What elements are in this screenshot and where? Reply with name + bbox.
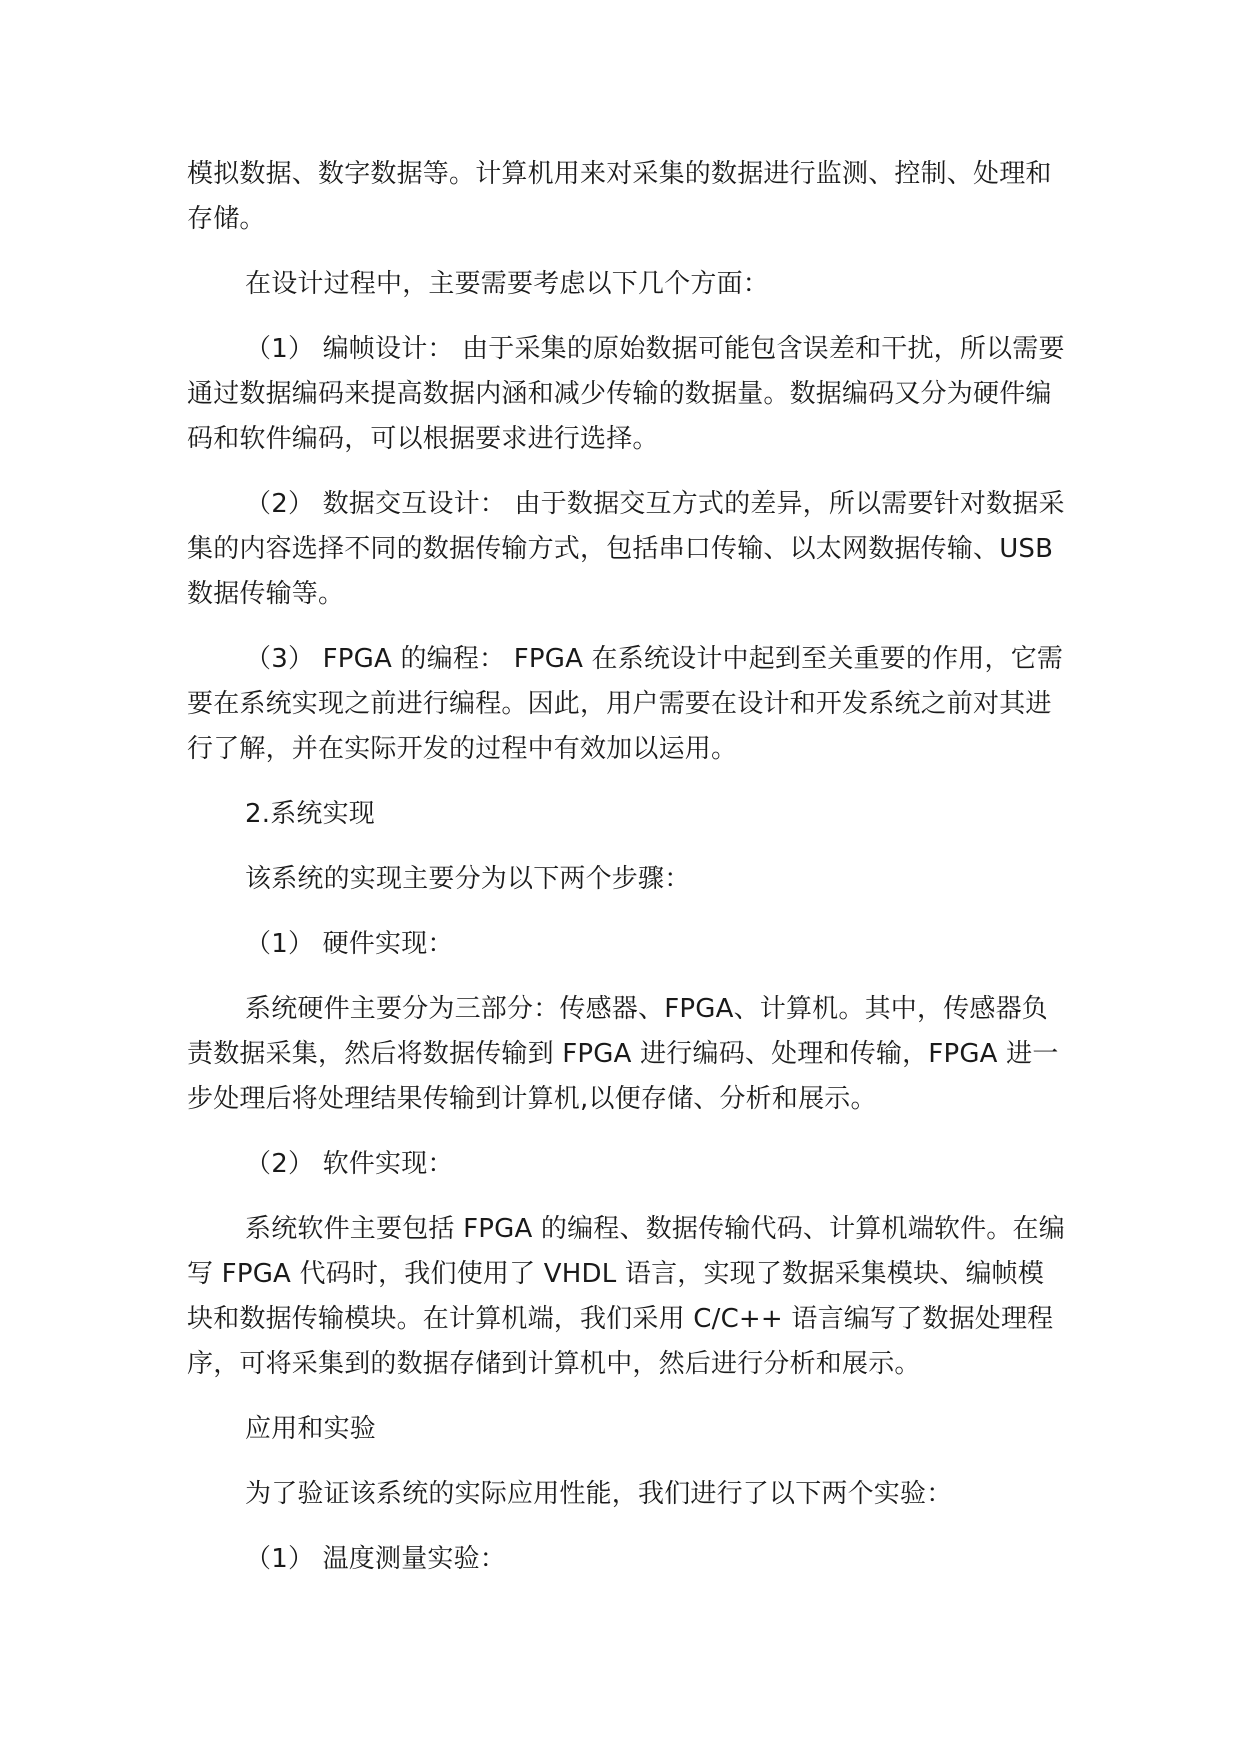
paragraph-implementation-steps: 该系统的实现主要分为以下两个步骤：	[245, 864, 691, 894]
paragraph-software: 系统软件主要包括 FPGA 的编程、数据传输代码、计算机端软件。在编写 FPGA 代码时，我们使用了 VHDL 语言，实现了数据采集模块、编帧模块和数据传输模块。在计算机端，我们采用 C/C++ 语言编写了数据处理程序，可将采集到的数据存储到计算机中，然后进行分析和展示。	[187, 1214, 1065, 1379]
document-body	[187, 152, 1067, 1602]
paragraph-design-intro: 在设计过程中，主要需要考虑以下几个方面：	[245, 269, 770, 299]
paragraph-continuation: 模拟数据、数字数据等。计算机用来对采集的数据进行监测、控制、处理和存储。	[187, 159, 1052, 234]
subheading-temperature-experiment: （1） 温度测量实验：	[245, 1544, 507, 1574]
paragraph-fpga-programming: （3） FPGA 的编程： FPGA 在系统设计中起到至关重要的作用，它需要在系统实现之前进行编程。因此，用户需要在设计和开发系统之前对其进行了解，并在实际开发的过程中有效加以运用。	[187, 644, 1064, 764]
paragraph-data-interaction: （2） 数据交互设计： 由于数据交互方式的差异，所以需要针对数据采集的内容选择不同的数据传输方式，包括串口传输、以太网数据传输、USB 数据传输等。	[187, 489, 1065, 609]
paragraph-hardware: 系统硬件主要分为三部分：传感器、FPGA、计算机。其中，传感器负责数据采集，然后将数据传输到 FPGA 进行编码、处理和传输，FPGA 进一步处理后将处理结果传输到计算机,以便存储、分析和展示。	[187, 994, 1059, 1114]
paragraph-frame-design: （1） 编帧设计： 由于采集的原始数据可能包含误差和干扰，所以需要通过数据编码来提高数据内涵和减少传输的数据量。数据编码又分为硬件编码和软件编码，可以根据要求进行选择。	[187, 334, 1065, 454]
section-heading-system-implementation: 2.系统实现	[245, 799, 376, 829]
subheading-software: （2） 软件实现：	[245, 1149, 454, 1179]
section-heading-application: 应用和实验	[245, 1414, 377, 1444]
subheading-hardware: （1） 硬件实现：	[245, 929, 454, 959]
paragraph-experiments-intro: 为了验证该系统的实际应用性能，我们进行了以下两个实验：	[245, 1479, 953, 1509]
